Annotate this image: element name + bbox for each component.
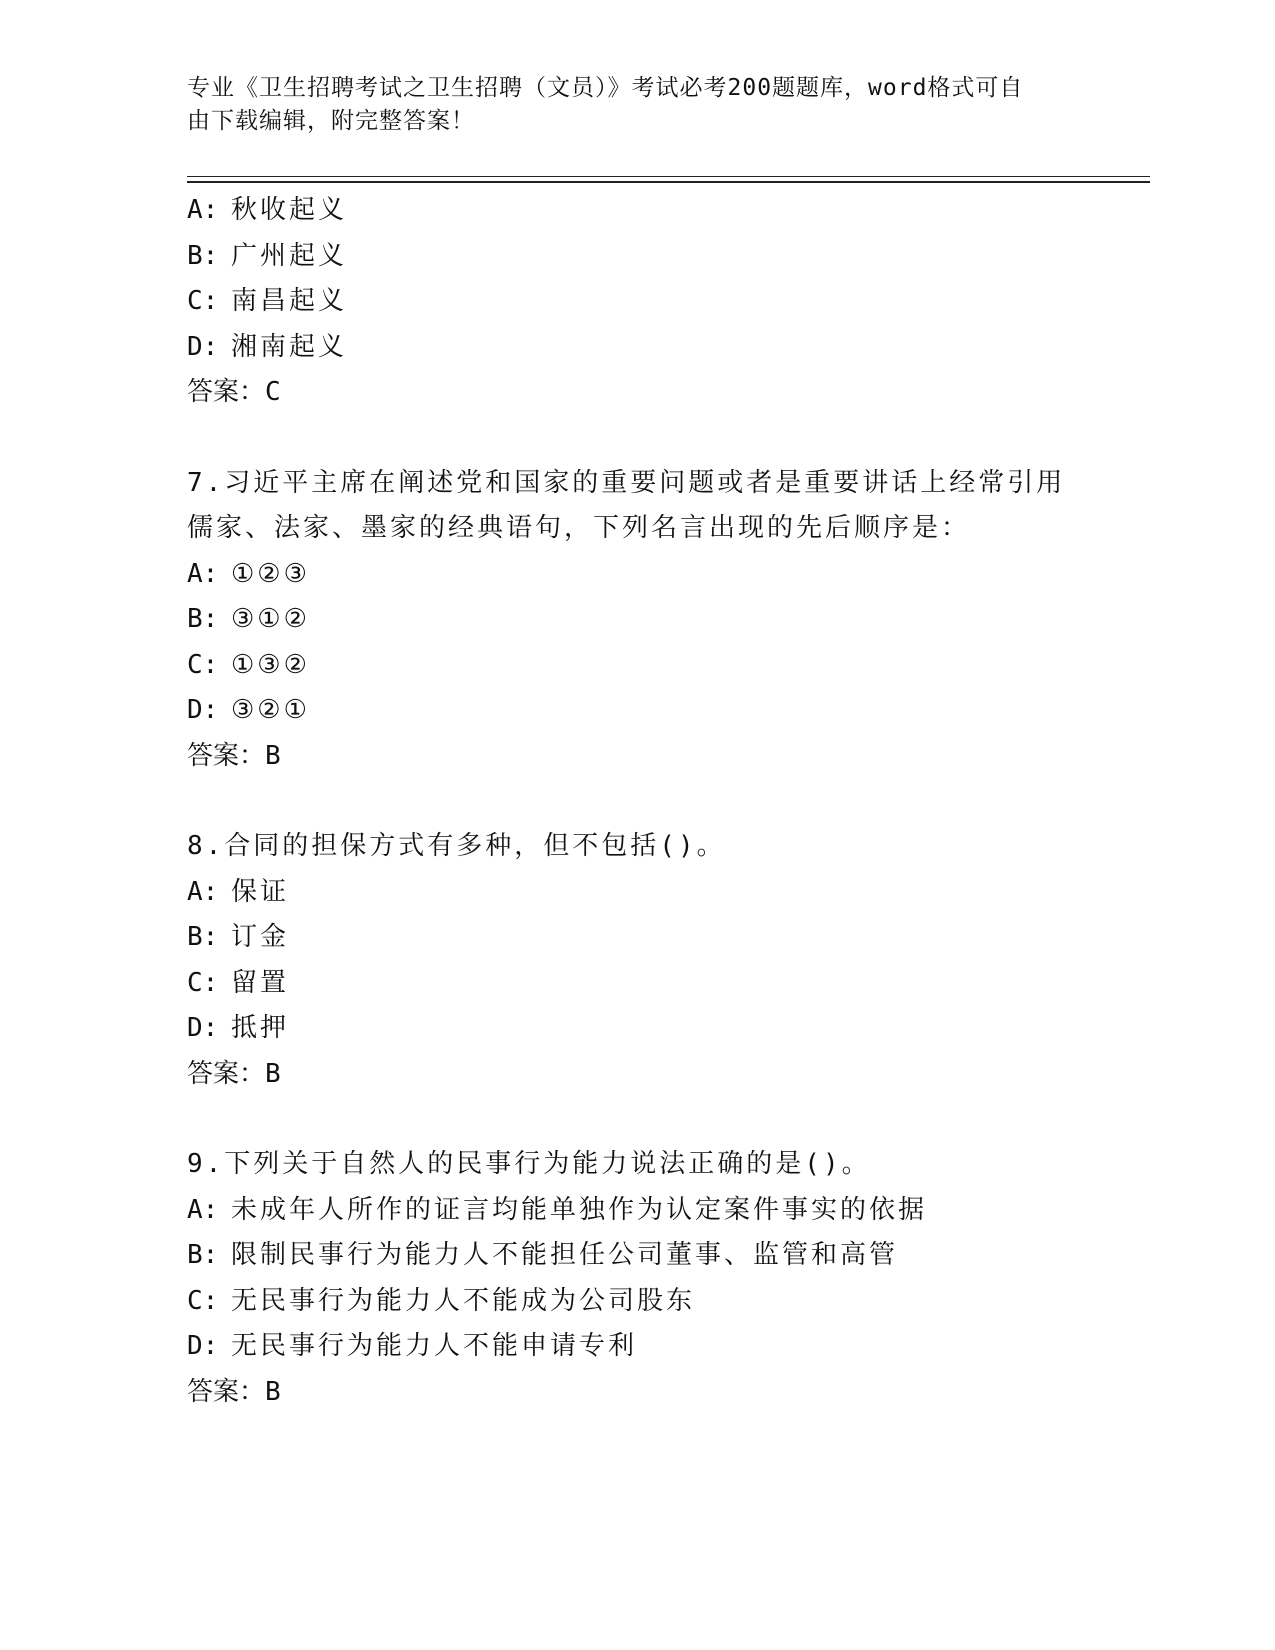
option-a bbox=[187, 188, 1147, 234]
question-list bbox=[187, 188, 1147, 1460]
option-text: 湘南起义 bbox=[231, 331, 348, 362]
answer-line bbox=[187, 1370, 1147, 1416]
option-text: 未成年人所作的证言均能单独作为认定案件事实的依据 bbox=[231, 1194, 928, 1225]
question-6 bbox=[187, 188, 1147, 416]
option-text: 限制民事行为能力人不能担任公司董事、监管和高管 bbox=[231, 1240, 899, 1270]
option-label: C: bbox=[187, 967, 219, 998]
answer-value: B bbox=[265, 1376, 281, 1407]
option-label: D: bbox=[187, 695, 219, 725]
option-b bbox=[187, 234, 1147, 280]
document-header bbox=[187, 72, 1067, 138]
option-d bbox=[187, 1006, 1147, 1052]
answer-line bbox=[187, 734, 1147, 780]
header-line-2: 由下载编辑，附完整答案！ bbox=[187, 108, 475, 134]
answer-label: 答案： bbox=[187, 1058, 266, 1089]
option-text: ①②③ bbox=[231, 558, 310, 589]
answer-value: B bbox=[265, 740, 281, 771]
option-b bbox=[187, 597, 1147, 643]
option-text: ③②① bbox=[231, 695, 310, 725]
option-text: ①③② bbox=[231, 649, 310, 680]
option-label: B: bbox=[187, 922, 219, 952]
option-label: D: bbox=[187, 1013, 219, 1043]
option-label: A: bbox=[187, 1194, 219, 1225]
option-c bbox=[187, 961, 1147, 1007]
option-d bbox=[187, 688, 1147, 734]
option-label: D: bbox=[187, 1331, 219, 1361]
option-text: 抵押 bbox=[231, 1013, 290, 1043]
option-text: 留置 bbox=[231, 967, 290, 998]
header-divider-thin bbox=[187, 176, 1150, 177]
option-text: 广州起义 bbox=[231, 240, 348, 271]
answer-value: C bbox=[265, 377, 281, 407]
question-9 bbox=[187, 1142, 1147, 1415]
answer-label: 答案： bbox=[187, 740, 266, 771]
option-text: 保证 bbox=[231, 876, 290, 907]
option-b bbox=[187, 915, 1147, 961]
question-text-line-2: 儒家、法家、墨家的经典语句，下列名言出现的先后顺序是： bbox=[187, 513, 971, 543]
option-text: ③①② bbox=[231, 604, 310, 634]
option-b bbox=[187, 1233, 1147, 1279]
question-7 bbox=[187, 461, 1147, 780]
question-8 bbox=[187, 824, 1147, 1097]
option-label: B: bbox=[187, 1240, 219, 1270]
answer-label: 答案： bbox=[187, 1376, 266, 1407]
option-label: B: bbox=[187, 240, 219, 271]
answer-line bbox=[187, 1052, 1147, 1098]
option-d bbox=[187, 1324, 1147, 1370]
option-c bbox=[187, 279, 1147, 325]
option-a bbox=[187, 870, 1147, 916]
header-line-1: 专业《卫生招聘考试之卫生招聘（文员）》考试必考200题题库，word格式可自 bbox=[187, 75, 1024, 101]
option-text: 无民事行为能力人不能申请专利 bbox=[231, 1331, 638, 1361]
answer-line bbox=[187, 370, 1147, 416]
answer-label: 答案： bbox=[187, 377, 266, 407]
option-c bbox=[187, 643, 1147, 689]
option-label: C: bbox=[187, 1285, 219, 1316]
option-label: D: bbox=[187, 331, 219, 362]
question-text-line-1: 8.合同的担保方式有多种，但不包括()。 bbox=[187, 831, 726, 861]
option-label: C: bbox=[187, 286, 219, 316]
option-a bbox=[187, 1188, 1147, 1234]
question-text-line-1: 7.习近平主席在阐述党和国家的重要问题或者是重要讲话上经常引用 bbox=[187, 467, 1066, 498]
option-label: B: bbox=[187, 604, 219, 634]
option-label: A: bbox=[187, 876, 219, 907]
option-label: A: bbox=[187, 195, 219, 225]
option-text: 无民事行为能力人不能成为公司股东 bbox=[231, 1285, 696, 1316]
option-text: 订金 bbox=[231, 922, 290, 952]
option-a bbox=[187, 552, 1147, 598]
header-divider-thick bbox=[187, 181, 1150, 183]
option-text: 南昌起义 bbox=[231, 286, 348, 316]
option-d bbox=[187, 325, 1147, 371]
option-text: 秋收起义 bbox=[231, 195, 348, 225]
option-label: A: bbox=[187, 558, 219, 589]
option-label: C: bbox=[187, 649, 219, 680]
option-c bbox=[187, 1279, 1147, 1325]
answer-value: B bbox=[265, 1058, 281, 1089]
question-text-line-1: 9.下列关于自然人的民事行为能力说法正确的是()。 bbox=[187, 1149, 871, 1179]
